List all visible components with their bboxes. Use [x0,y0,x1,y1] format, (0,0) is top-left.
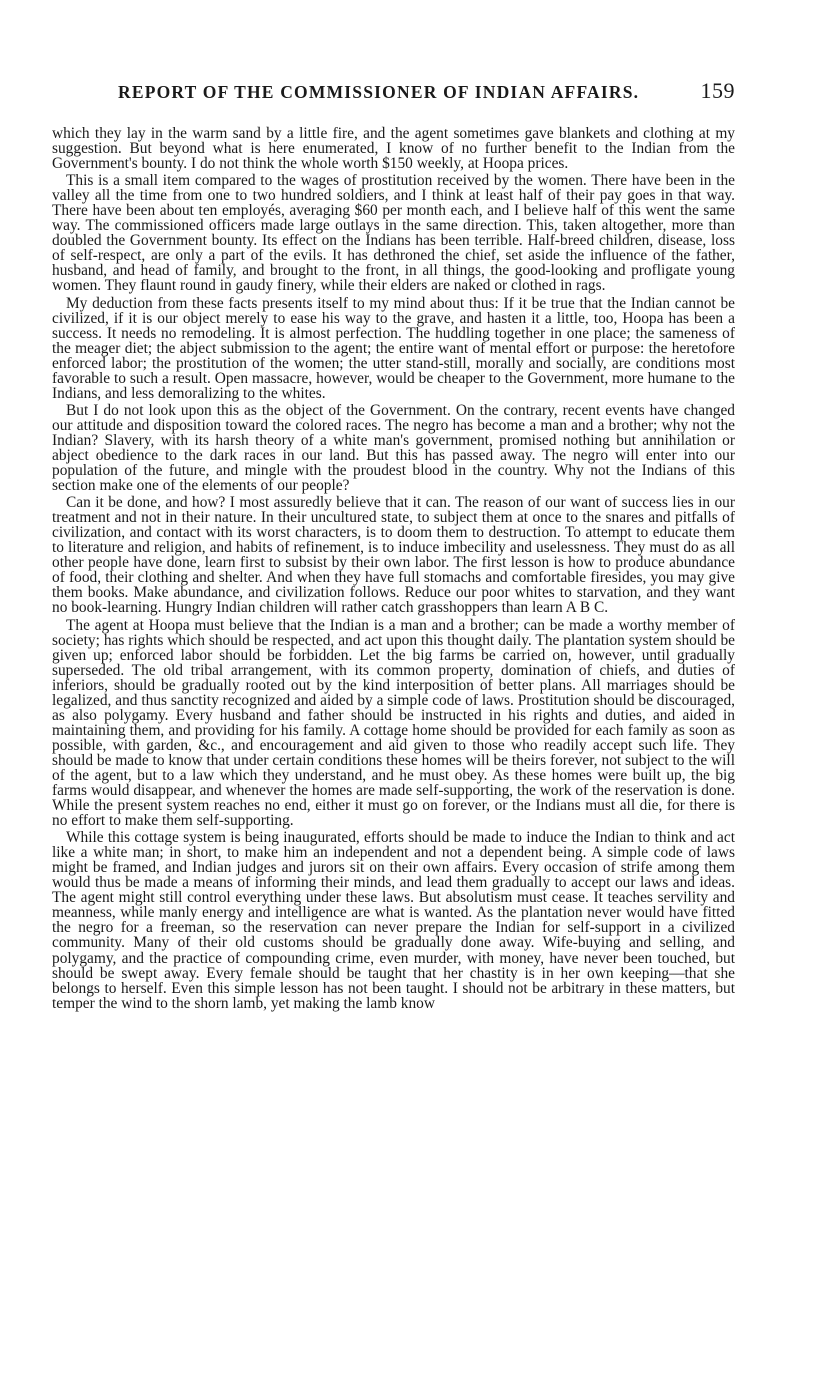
paragraph-2: This is a small item compared to the wages of prostitution received by the women. There have been in the valley all the time from one to two hundred soldiers, and I think at least half of their pay goes in that way. There have been about ten employés, averaging $60 per month each, and I believe half of this went the same way. The commissioned officers made large outlays in the same direction. This, taken altogether, more than doubled the Government bounty. Its effect on the Indians has been terrible. Half-breed children, disease, loss of self-respect, are only a part of the evils. It has dethroned the chief, set aside the influence of the father, husband, and head of family, and brought to the front, in all things, the good-looking and profligate young women. They flaunt round in gaudy finery, while their elders are naked or clothed in rags. [52,172,735,295]
body-text [52,126,735,1011]
paragraph-1: which they lay in the warm sand by a little fire, and the agent sometimes gave blankets and clothing at my suggestion. But beyond what is here enumerated, I know of no further benefit to the Indian from the Government's bounty. I do not think the whole worth $150 weekly, at Hoopa prices. [52,125,735,173]
paragraph-6: The agent at Hoopa must believe that the Indian is a man and a brother; can be made a worthy member of society; has rights which should be respected, and act upon this thought daily. The plantation system should be given up; enforced labor should be forbidden. Let the big farms be carried on, however, until gradually superseded. The old tribal arrangement, with its common property, domination of chiefs, and duties of inferiors, should be gradually rooted out by the kind interposition of better plans. All marriages should be legalized, and thus sanctity recognized and aided by a simple code of laws. Prostitution should be discouraged, as also polygamy. Every husband and father should be instructed in his rights and duties, and aided in maintaining them, and providing for his family. A cottage home should be provided for each family as soon as possible, with garden, &c., and encouragement and aid given to those who readily accept such life. They should be made to know that under certain conditions these homes will be theirs forever, not subject to the will of the agent, but to a law which they understand, and he must obey. As these homes were built up, the big farms would disappear, and whenever the homes are made self-supporting, the work of the reservation is done. While the present system reaches no end, either it must go on forever, or the Indians must all die, for there is no effort to make them self-supporting. [52,616,735,830]
header-title: REPORT OF THE COMMISSIONER OF INDIAN AFFAIRS. [118,82,640,102]
page-number: 159 [700,78,735,103]
paragraph-4: But I do not look upon this as the object of the Government. On the contrary, recent events have changed our attitude and disposition toward the colored races. The negro has become a man and a brother; why not the Indian? Slavery, with its harsh theory of a white man's government, promised nothing but annihilation or abject obedience to the dark races in our land. But this has passed away. The negro will enter into our population of the future, and mingle with the proudest blood in the country. Why not the Indians of this section make one of the elements of our people? [52,401,735,495]
running-header [118,78,735,104]
paragraph-5: Can it be done, and how? I most assuredly believe that it can. The reason of our want of success lies in our treatment and not in their nature. In their uncultured state, to subject them at once to the snares and pitfalls of civilization, and contact with its worst characters, is to doom them to destruction. To attempt to educate them to literature and religion, and habits of refinement, is to induce imbecility and uselessness. They must do as all other people have done, learn first to subsist by their own labor. The first lesson is how to produce abundance of food, their clothing and shelter. And when they have full stomachs and comfortable firesides, you may give them books. Make abundance, and civilization follows. Reduce our poor whites to starvation, and they want no book-learning. Hungry Indian children will rather catch grasshoppers than learn A B C. [52,494,735,617]
paragraph-3: My deduction from these facts presents itself to my mind about thus: If it be true that the Indian cannot be civilized, if it is our object merely to ease his way to the grave, and hasten it a little, too, Hoopa has been a success. It needs no remodeling. It is almost perfection. The huddling together in one place; the sameness of the meager diet; the abject submission to the agent; the entire want of mental effort or purpose: the heretofore enforced labor; the prostitution of the women; the utter stand-still, morally and socially, are conditions most favorable to such a result. Open massacre, however, would be cheaper to the Government, more humane to the Indians, and less demoralizing to the whites. [52,294,735,402]
paragraph-7: While this cottage system is being inaugurated, efforts should be made to induce the Indian to think and act like a white man; in short, to make him an independent and not a dependent being. A simple code of laws might be framed, and Indian judges and jurors sit on their own affairs. Every occasion of strife among them would thus be made a means of informing their minds, and lead them gradually to accept our laws and ideas. The agent might still control everything under these laws. But absolutism must cease. It teaches servility and meanness, while manly energy and intelligence are what is wanted. As the plantation never would have fitted the negro for a freeman, so the reservation can never prepare the Indian for self-support in a civilized community. Many of their old customs should be gradually done away. Wife-buying and selling, and polygamy, and the practice of compounding crime, even murder, with money, have never been touched, but should be swept away. Every female should be taught that her chastity is in her own keeping—that she belongs to herself. Even this simple lesson has not been taught. I should not be arbitrary in these matters, but temper the wind to the shorn lamb, yet making the lamb know [52,829,735,1012]
